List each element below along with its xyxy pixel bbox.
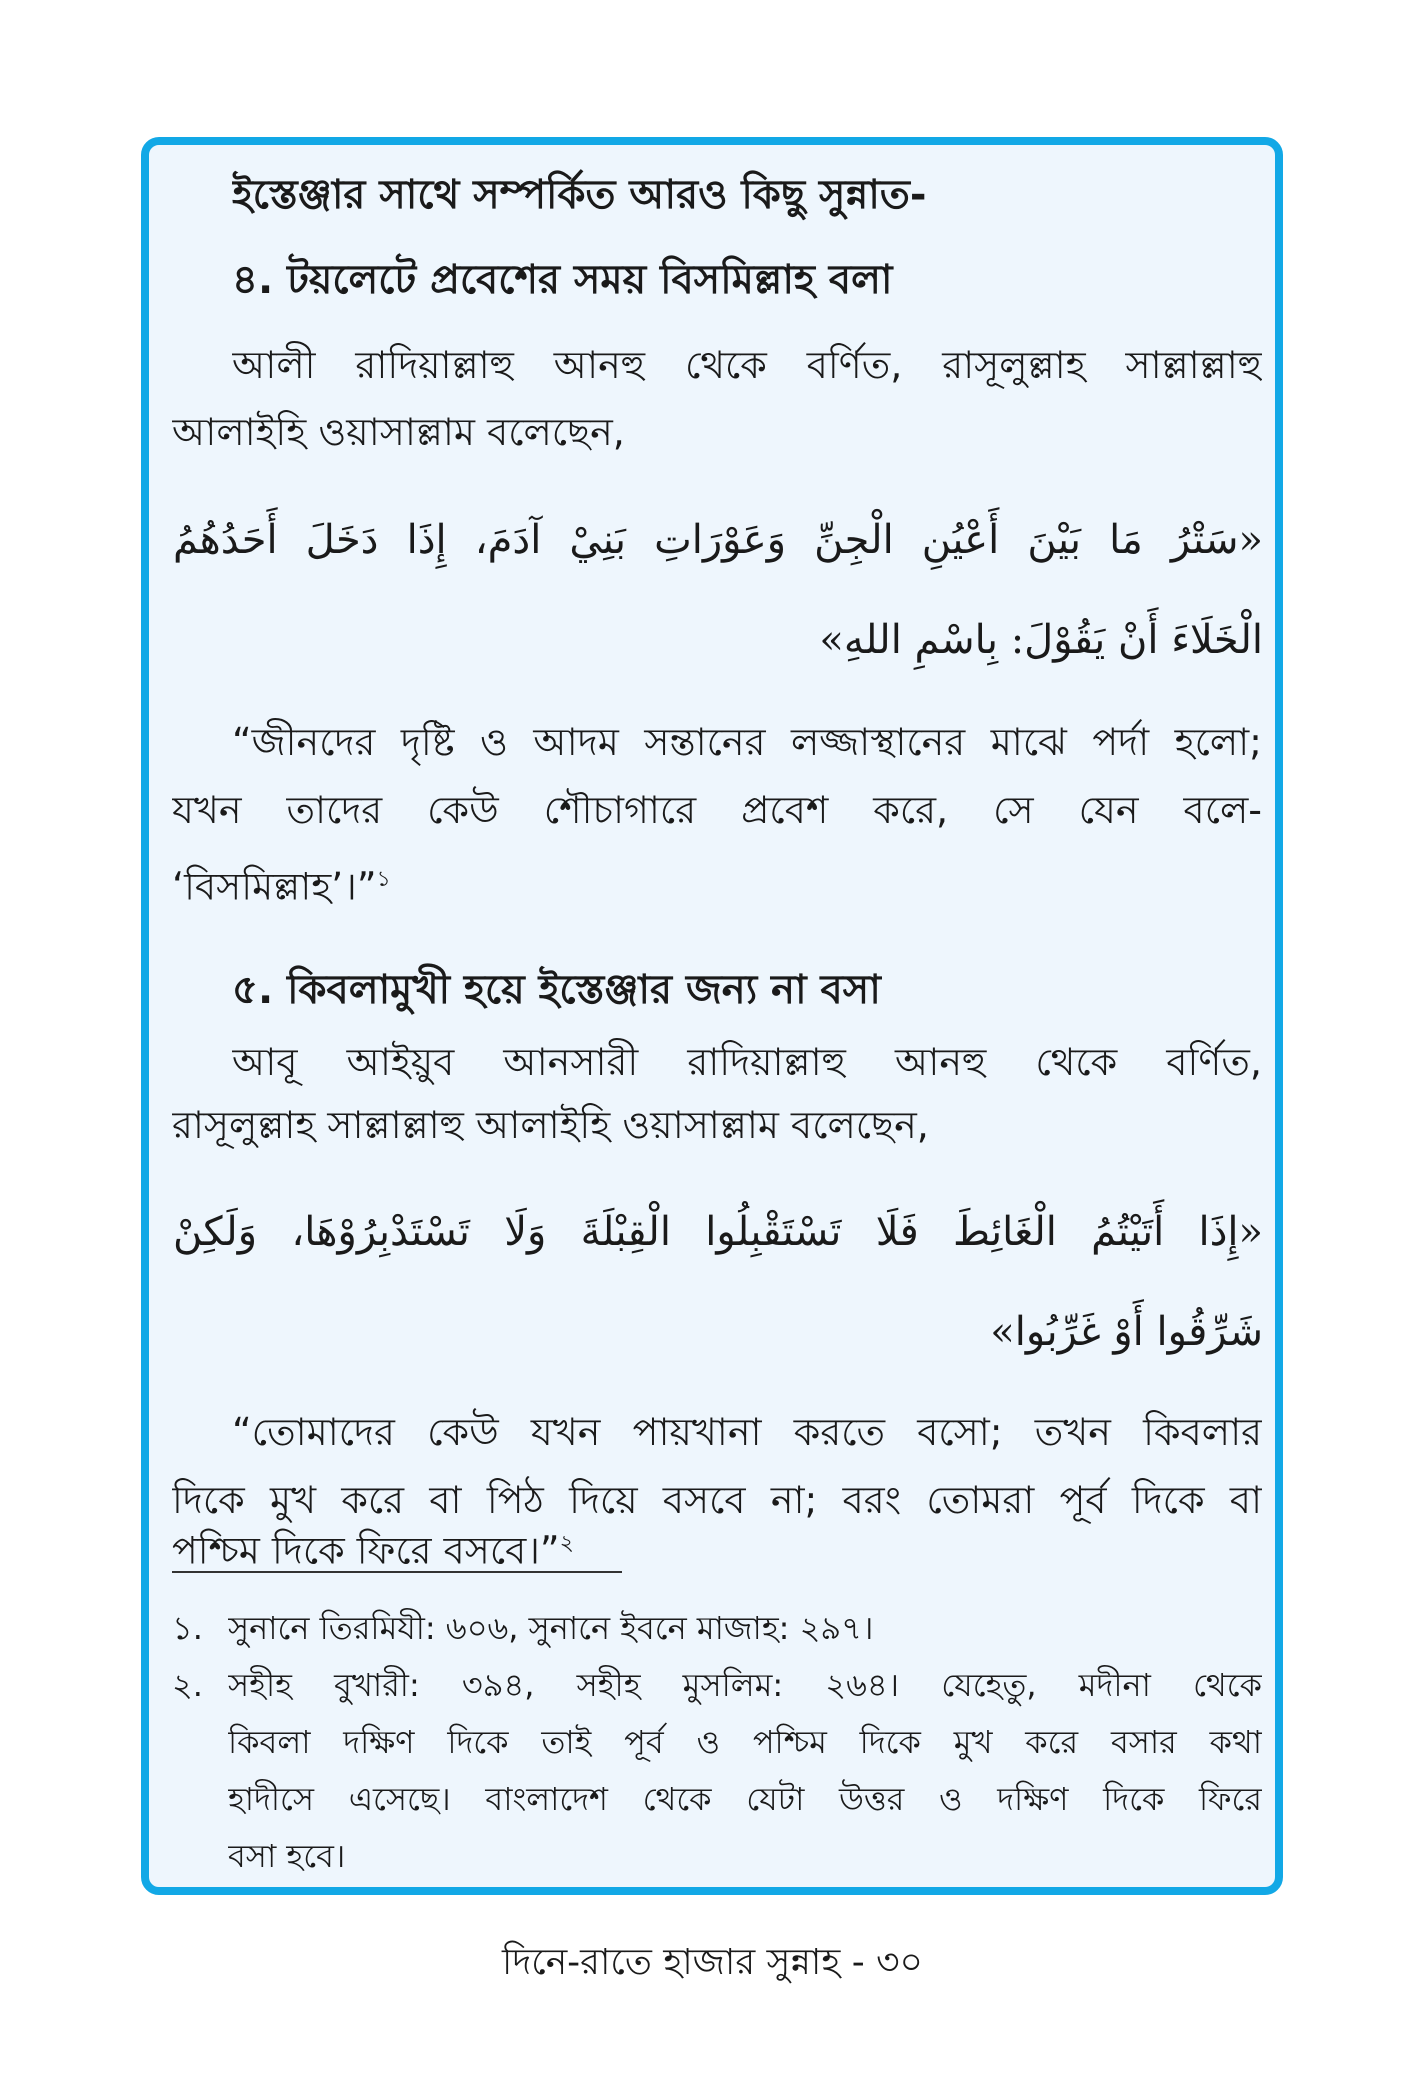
footnote-2-line: সহীহ বুখারী: ৩৯৪, সহীহ মুসলিম: ২৬৪। যেহেতু, মদীনা থেকে bbox=[228, 1666, 1262, 1704]
footnote-2-line: বসা হবে। bbox=[228, 1837, 346, 1875]
sunnah-5-translation-line: “তোমাদের কেউ যখন পায়খানা করতে বসো; তখন কিবলার bbox=[232, 1410, 1262, 1454]
footnote-ref-1[interactable]: ১ bbox=[376, 867, 391, 892]
sunnah-4-arabic-line: الْخَلَاءَ أَنْ يَقُوْلَ: بِاسْمِ اللهِ» bbox=[819, 617, 1263, 663]
sunnah-5-translation-last bbox=[172, 1520, 1262, 1568]
sunnah-5-arabic-line: «إِذَا أَتَيْتُمُ الْغَائِطَ فَلَا تَسْتَقْبِلُوا الْقِبْلَةَ وَلَا تَسْتَدْبِرُوْهَا، وَلَكِنْ bbox=[173, 1209, 1263, 1255]
footnote-separator bbox=[172, 1571, 622, 1573]
translation-text: পশ্চিম দিকে ফিরে বসবে।” bbox=[172, 1528, 560, 1568]
footnote-1-number: ১. bbox=[172, 1609, 203, 1647]
footnote-ref-2[interactable]: ২ bbox=[559, 1531, 574, 1556]
section-title: ইস্তেঞ্জার সাথে সম্পর্কিত আরও কিছু সুন্নাত- bbox=[232, 172, 927, 218]
sunnah-4-translation-line: “জীনদের দৃষ্টি ও আদম সন্তানের লজ্জাস্থানের মাঝে পর্দা হলো; bbox=[232, 720, 1262, 764]
sunnah-4-narration-line: আলাইহি ওয়াসাল্লাম বলেছেন, bbox=[172, 410, 625, 454]
footnote-2-number: ২. bbox=[172, 1666, 203, 1704]
sunnah-5-translation-line: দিকে মুখ করে বা পিঠ দিয়ে বসবে না; বরং তোমরা পূর্ব দিকে বা bbox=[172, 1478, 1262, 1522]
sunnah-4-arabic-line: «سَتْرُ مَا بَيْنَ أَعْيُنِ الْجِنِّ وَعَوْرَاتِ بَنِيْ آدَمَ، إِذَا دَخَلَ أَحَدُهُمُ bbox=[173, 517, 1263, 563]
footnote-1-text: সুনানে তিরমিযী: ৬০৬, সুনানে ইবনে মাজাহ: ২৯৭। bbox=[228, 1609, 874, 1647]
sunnah-5-arabic-line: شَرِّقُوا أَوْ غَرِّبُوا» bbox=[990, 1309, 1263, 1355]
footnote-2-line: কিবলা দক্ষিণ দিকে তাই পূর্ব ও পশ্চিম দিকে মুখ করে বসার কথা bbox=[228, 1723, 1262, 1761]
sunnah-5-narration-line: রাসূলুল্লাহ সাল্লাল্লাহু আলাইহি ওয়াসাল্লাম বলেছেন, bbox=[172, 1103, 929, 1147]
sunnah-4-translation-line: যখন তাদের কেউ শৌচাগারে প্রবেশ করে, সে যেন বলে- bbox=[172, 788, 1262, 832]
page-footer: দিনে-রাতে হাজার সুন্নাহ - ৩০ bbox=[502, 1942, 923, 1983]
sunnah-5-narration-line: আবূ আইয়ুব আনসারী রাদিয়াল্লাহু আনহু থেকে বর্ণিত, bbox=[232, 1040, 1262, 1084]
sunnah-4-heading: ৪. টয়লেটে প্রবেশের সময় বিসমিল্লাহ বলা bbox=[232, 257, 893, 303]
footnote-2-line: হাদীসে এসেছে। বাংলাদেশ থেকে যেটা উত্তর ও দক্ষিণ দিকে ফিরে bbox=[228, 1780, 1262, 1818]
sunnah-4-translation-last bbox=[172, 850, 1262, 910]
sunnah-5-heading: ৫. কিবলামুখী হয়ে ইস্তেঞ্জার জন্য না বসা bbox=[232, 967, 881, 1013]
sunnah-4-narration-line: আলী রাদিয়াল্লাহু আনহু থেকে বর্ণিত, রাসূলুল্লাহ সাল্লাল্লাহু bbox=[232, 343, 1262, 387]
translation-text: ‘বিসমিল্লাহ’।” bbox=[172, 864, 377, 909]
